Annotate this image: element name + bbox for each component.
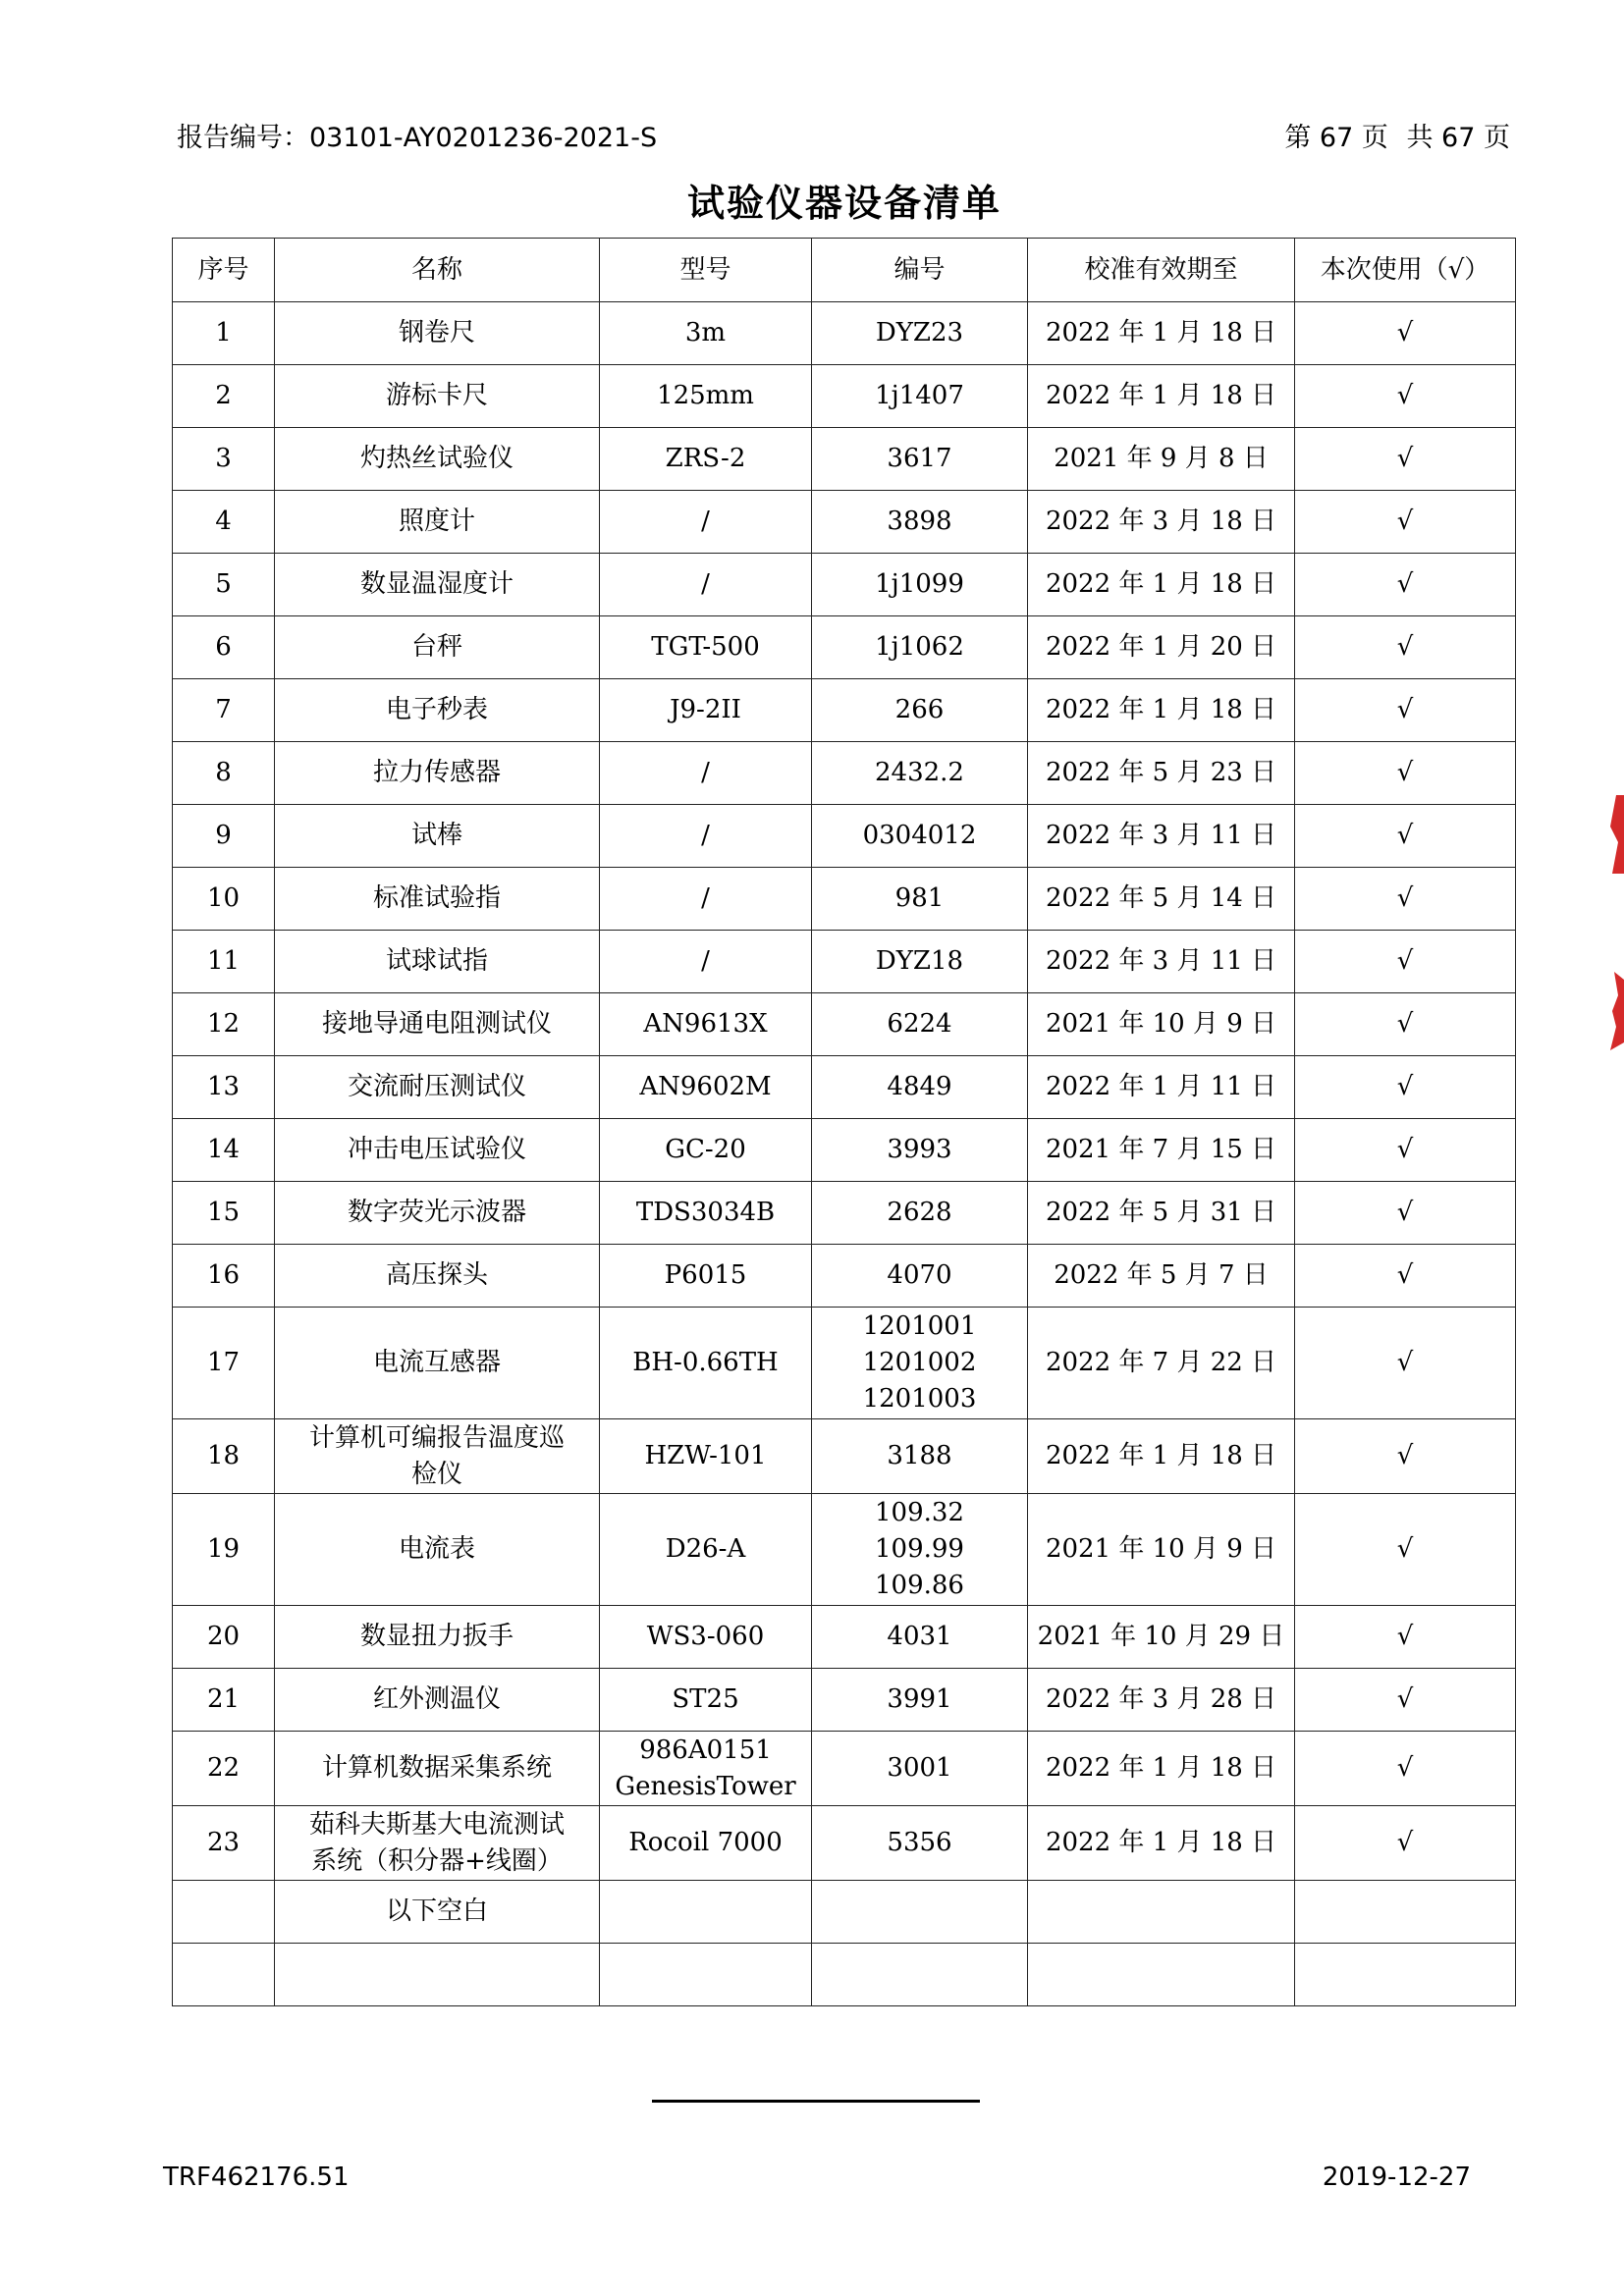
cell-id-line: 5356	[887, 1828, 952, 1857]
cell-name	[275, 1419, 600, 1494]
cell-id-line: 4849	[887, 1072, 952, 1101]
page-total: 共 67 页	[1406, 123, 1510, 153]
cell-used: √	[1295, 1056, 1516, 1119]
table-row	[173, 679, 1516, 742]
red-stamp-edge-2	[1604, 972, 1624, 1050]
cell-used: √	[1295, 365, 1516, 428]
cell-model: BH-0.66TH	[600, 1308, 812, 1419]
page-current: 第 67 页	[1284, 123, 1388, 153]
cell-valid-until: 2022 年 3 月 11 日	[1028, 931, 1295, 993]
cell-no: 12	[173, 993, 275, 1056]
cell-valid-until	[1028, 1944, 1295, 2006]
cell-id-line: 1201002	[862, 1348, 977, 1377]
cell-name-line: 检仪	[410, 1459, 462, 1489]
table-row	[173, 302, 1516, 365]
cell-used: √	[1295, 993, 1516, 1056]
col-header-valid-until: 校准有效期至	[1028, 239, 1295, 302]
cell-used: √	[1295, 742, 1516, 805]
cell-used	[1295, 1944, 1516, 2006]
cell-no: 17	[173, 1308, 275, 1419]
cell-no: 5	[173, 554, 275, 616]
cell-valid-until: 2022 年 3 月 28 日	[1028, 1669, 1295, 1732]
equipment-table	[172, 238, 1516, 2006]
cell-model: AN9602M	[600, 1056, 812, 1119]
cell-used: √	[1295, 616, 1516, 679]
cell-valid-until: 2022 年 1 月 18 日	[1028, 365, 1295, 428]
cell-model	[600, 1944, 812, 2006]
cell-valid-until: 2022 年 1 月 18 日	[1028, 554, 1295, 616]
cell-id	[812, 302, 1028, 365]
table-row	[173, 491, 1516, 554]
cell-model	[600, 1881, 812, 1944]
cell-valid-until: 2021 年 10 月 9 日	[1028, 1494, 1295, 1606]
cell-name: 电流表	[275, 1494, 600, 1606]
cell-model: ST25	[600, 1669, 812, 1732]
cell-model: /	[600, 491, 812, 554]
cell-name-line: 计算机可编报告温度巡	[308, 1422, 565, 1453]
cell-id	[812, 1806, 1028, 1881]
red-stamp-edge	[1604, 795, 1624, 874]
cell-id-line: 1j1099	[875, 569, 964, 599]
cell-model: WS3-060	[600, 1606, 812, 1669]
cell-no: 7	[173, 679, 275, 742]
table-row	[173, 1881, 1516, 1944]
table-row	[173, 1182, 1516, 1245]
cell-id-line: 1201001	[862, 1311, 977, 1341]
cell-used: √	[1295, 491, 1516, 554]
cell-name: 电流互感器	[275, 1308, 600, 1419]
cell-id-line: 1201003	[862, 1384, 977, 1414]
table-row	[173, 1732, 1516, 1806]
cell-id-line: 981	[894, 883, 945, 913]
cell-id	[812, 1245, 1028, 1308]
cell-no: 10	[173, 868, 275, 931]
cell-id	[812, 1494, 1028, 1606]
cell-model: HZW-101	[600, 1419, 812, 1494]
cell-valid-until: 2022 年 1 月 11 日	[1028, 1056, 1295, 1119]
cell-id-line: 109.32	[875, 1498, 964, 1527]
cell-valid-until: 2021 年 9 月 8 日	[1028, 428, 1295, 491]
cell-model: /	[600, 868, 812, 931]
cell-name: 台秤	[275, 616, 600, 679]
cell-valid-until: 2022 年 1 月 18 日	[1028, 1732, 1295, 1806]
cell-no: 21	[173, 1669, 275, 1732]
cell-valid-until: 2022 年 5 月 23 日	[1028, 742, 1295, 805]
cell-valid-until: 2021 年 10 月 9 日	[1028, 993, 1295, 1056]
cell-used: √	[1295, 931, 1516, 993]
col-header-model: 型号	[600, 239, 812, 302]
col-header-used: 本次使用（√）	[1295, 239, 1516, 302]
cell-used: √	[1295, 1119, 1516, 1182]
col-header-no: 序号	[173, 239, 275, 302]
cell-id	[812, 1182, 1028, 1245]
cell-name: 标准试验指	[275, 868, 600, 931]
cell-used: √	[1295, 1669, 1516, 1732]
cell-no: 19	[173, 1494, 275, 1606]
cell-id	[812, 1119, 1028, 1182]
cell-model: /	[600, 742, 812, 805]
cell-model: /	[600, 931, 812, 993]
cell-id-line: 4070	[887, 1260, 952, 1290]
col-header-id: 编号	[812, 239, 1028, 302]
cell-model: 125mm	[600, 365, 812, 428]
cell-id	[812, 1056, 1028, 1119]
cell-no: 20	[173, 1606, 275, 1669]
cell-used: √	[1295, 679, 1516, 742]
cell-model-line: GenesisTower	[615, 1771, 796, 1801]
cell-used: √	[1295, 302, 1516, 365]
cell-used: √	[1295, 1806, 1516, 1881]
cell-name: 数字荧光示波器	[275, 1182, 600, 1245]
cell-model: TDS3034B	[600, 1182, 812, 1245]
cell-name: 照度计	[275, 491, 600, 554]
cell-id-line: DYZ18	[875, 946, 964, 976]
cell-used: √	[1295, 1732, 1516, 1806]
cell-id	[812, 491, 1028, 554]
page-title: 试验仪器设备清单	[686, 182, 1001, 225]
cell-model: /	[600, 805, 812, 868]
cell-no: 13	[173, 1056, 275, 1119]
cell-id	[812, 868, 1028, 931]
cell-id-line: 3991	[887, 1684, 952, 1714]
cell-valid-until: 2022 年 5 月 31 日	[1028, 1182, 1295, 1245]
cell-model: P6015	[600, 1245, 812, 1308]
cell-name: 钢卷尺	[275, 302, 600, 365]
cell-valid-until: 2022 年 3 月 11 日	[1028, 805, 1295, 868]
table-row	[173, 428, 1516, 491]
cell-model: GC-20	[600, 1119, 812, 1182]
cell-used: √	[1295, 868, 1516, 931]
cell-id	[812, 428, 1028, 491]
cell-id-line: 2432.2	[875, 758, 964, 787]
cell-used: √	[1295, 1494, 1516, 1606]
cell-no: 11	[173, 931, 275, 993]
cell-name: 试棒	[275, 805, 600, 868]
cell-name: 数显扭力扳手	[275, 1606, 600, 1669]
cell-used: √	[1295, 1245, 1516, 1308]
cell-id	[812, 1308, 1028, 1419]
cell-valid-until: 2022 年 7 月 22 日	[1028, 1308, 1295, 1419]
table-row	[173, 1606, 1516, 1669]
cell-id-line: 1j1407	[875, 381, 964, 410]
cell-id-line: 2628	[887, 1198, 952, 1227]
cell-valid-until	[1028, 1881, 1295, 1944]
cell-id	[812, 931, 1028, 993]
cell-name-line: 茹科夫斯基大电流测试	[308, 1809, 565, 1840]
cell-id-line: 3001	[887, 1753, 952, 1783]
cell-name: 接地导通电阻测试仪	[275, 993, 600, 1056]
table-row	[173, 1944, 1516, 2006]
cell-id	[812, 805, 1028, 868]
cell-model	[600, 1732, 812, 1806]
table-row	[173, 554, 1516, 616]
cell-valid-until: 2022 年 1 月 18 日	[1028, 302, 1295, 365]
cell-id-line: 4031	[887, 1622, 952, 1651]
col-header-name: 名称	[275, 239, 600, 302]
cell-name: 试球试指	[275, 931, 600, 993]
page-indicator	[1274, 116, 1510, 154]
cell-name	[275, 1806, 600, 1881]
cell-id-line: 266	[894, 695, 945, 724]
cell-id	[812, 1419, 1028, 1494]
table-row	[173, 1806, 1516, 1881]
cell-model: 3m	[600, 302, 812, 365]
cell-no: 22	[173, 1732, 275, 1806]
table-row	[173, 1119, 1516, 1182]
table-row	[173, 1494, 1516, 1606]
cell-used	[1295, 1881, 1516, 1944]
cell-name: 灼热丝试验仪	[275, 428, 600, 491]
table-row	[173, 616, 1516, 679]
table-row	[173, 1669, 1516, 1732]
cell-id-line: 0304012	[862, 821, 977, 850]
cell-no: 2	[173, 365, 275, 428]
cell-id	[812, 616, 1028, 679]
cell-valid-until: 2022 年 1 月 18 日	[1028, 1806, 1295, 1881]
cell-name: 冲击电压试验仪	[275, 1119, 600, 1182]
cell-name: 以下空白	[275, 1881, 600, 1944]
form-number: TRF462176.51	[163, 2163, 350, 2192]
cell-id	[812, 1881, 1028, 1944]
cell-no: 16	[173, 1245, 275, 1308]
cell-id	[812, 554, 1028, 616]
cell-no	[173, 1881, 275, 1944]
table-header-row	[173, 239, 1516, 302]
table-row	[173, 993, 1516, 1056]
cell-name: 高压探头	[275, 1245, 600, 1308]
cell-name: 拉力传感器	[275, 742, 600, 805]
cell-model: AN9613X	[600, 993, 812, 1056]
cell-model-line: 986A0151	[639, 1735, 772, 1765]
cell-name: 数显温湿度计	[275, 554, 600, 616]
cell-valid-until: 2022 年 1 月 20 日	[1028, 616, 1295, 679]
cell-valid-until: 2021 年 10 月 29 日	[1028, 1606, 1295, 1669]
cell-no: 6	[173, 616, 275, 679]
cell-name-line: 系统（积分器+线圈）	[311, 1845, 563, 1876]
cell-no: 9	[173, 805, 275, 868]
cell-id-line: 109.86	[875, 1571, 964, 1600]
cell-id	[812, 365, 1028, 428]
cell-id	[812, 1732, 1028, 1806]
table-row	[173, 365, 1516, 428]
cell-no	[173, 1944, 275, 2006]
cell-id-line: 3993	[887, 1135, 952, 1164]
cell-no: 23	[173, 1806, 275, 1881]
table-row	[173, 805, 1516, 868]
cell-id-line: DYZ23	[875, 318, 964, 347]
report-number: 报告编号：03101-AY0201236-2021-S	[177, 123, 658, 153]
cell-valid-until: 2022 年 1 月 18 日	[1028, 1419, 1295, 1494]
cell-name: 红外测温仪	[275, 1669, 600, 1732]
table-row	[173, 1245, 1516, 1308]
cell-no: 1	[173, 302, 275, 365]
table-row	[173, 742, 1516, 805]
cell-model: D26-A	[600, 1494, 812, 1606]
cell-used: √	[1295, 1182, 1516, 1245]
cell-used: √	[1295, 1308, 1516, 1419]
cell-no: 4	[173, 491, 275, 554]
cell-id	[812, 1944, 1028, 2006]
cell-no: 8	[173, 742, 275, 805]
cell-id-line: 3617	[887, 444, 952, 473]
cell-id-line: 3188	[887, 1441, 952, 1470]
cell-valid-until: 2022 年 3 月 18 日	[1028, 491, 1295, 554]
cell-used: √	[1295, 1606, 1516, 1669]
cell-id-line: 6224	[887, 1009, 952, 1039]
cell-model: ZRS-2	[600, 428, 812, 491]
cell-id	[812, 1669, 1028, 1732]
cell-model: J9-2II	[600, 679, 812, 742]
table-row	[173, 868, 1516, 931]
cell-used: √	[1295, 554, 1516, 616]
cell-valid-until: 2021 年 7 月 15 日	[1028, 1119, 1295, 1182]
form-date: 2019-12-27	[1322, 2163, 1471, 2192]
cell-id	[812, 993, 1028, 1056]
table-row	[173, 1308, 1516, 1419]
cell-model: /	[600, 554, 812, 616]
cell-no: 14	[173, 1119, 275, 1182]
cell-name: 电子秒表	[275, 679, 600, 742]
cell-id	[812, 679, 1028, 742]
cell-valid-until: 2022 年 5 月 14 日	[1028, 868, 1295, 931]
signature-line	[652, 2100, 980, 2103]
cell-id	[812, 1606, 1028, 1669]
cell-no: 18	[173, 1419, 275, 1494]
cell-name: 交流耐压测试仪	[275, 1056, 600, 1119]
cell-valid-until: 2022 年 1 月 18 日	[1028, 679, 1295, 742]
cell-name	[275, 1944, 600, 2006]
cell-id-line: 3898	[887, 507, 952, 536]
cell-no: 3	[173, 428, 275, 491]
cell-model: Rocoil 7000	[600, 1806, 812, 1881]
cell-id	[812, 742, 1028, 805]
table-row	[173, 1056, 1516, 1119]
cell-id-line: 1j1062	[875, 632, 964, 662]
cell-id-line: 109.99	[875, 1534, 964, 1564]
cell-used: √	[1295, 428, 1516, 491]
cell-name: 游标卡尺	[275, 365, 600, 428]
table-row	[173, 1419, 1516, 1494]
cell-no: 15	[173, 1182, 275, 1245]
cell-used: √	[1295, 1419, 1516, 1494]
table-row	[173, 931, 1516, 993]
cell-valid-until: 2022 年 5 月 7 日	[1028, 1245, 1295, 1308]
cell-name: 计算机数据采集系统	[275, 1732, 600, 1806]
cell-model: TGT-500	[600, 616, 812, 679]
cell-used: √	[1295, 805, 1516, 868]
